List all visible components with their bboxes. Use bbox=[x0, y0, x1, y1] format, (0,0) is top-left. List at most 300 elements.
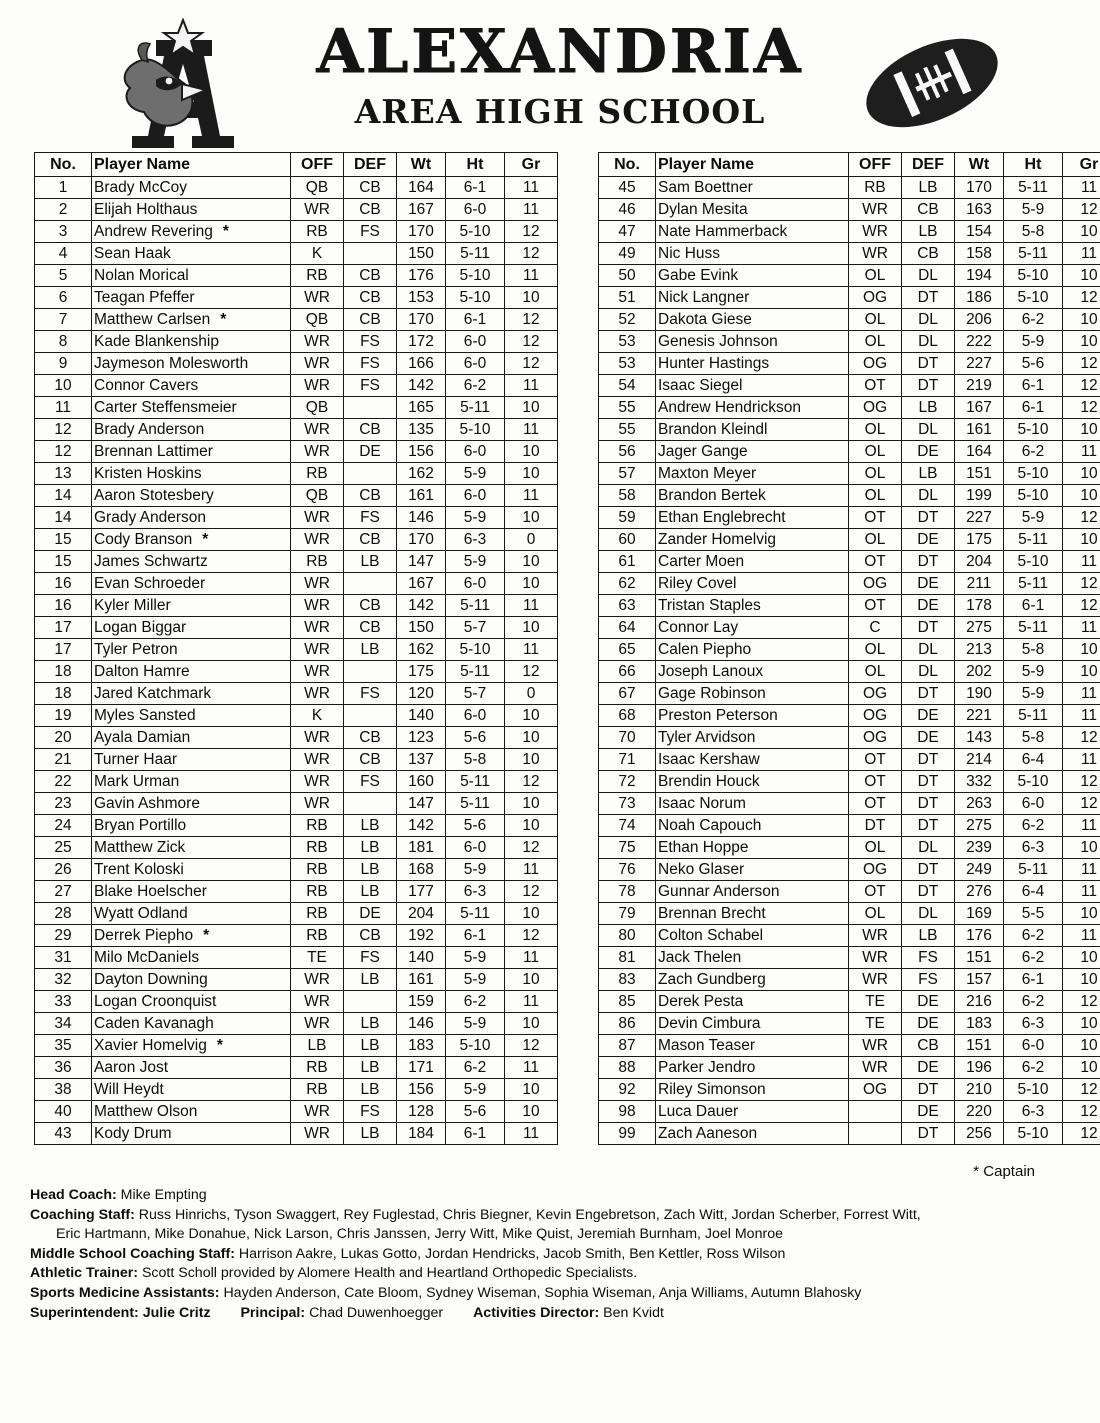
cell-offense: OL bbox=[849, 903, 902, 925]
cell-weight: 221 bbox=[955, 705, 1004, 727]
cell-weight: 256 bbox=[955, 1123, 1004, 1145]
cell-defense: LB bbox=[344, 815, 397, 837]
table-row bbox=[599, 573, 1100, 595]
cell-weight: 167 bbox=[397, 199, 446, 221]
cell-offense: OT bbox=[849, 507, 902, 529]
cell-offense: WR bbox=[849, 1035, 902, 1057]
table-row bbox=[35, 815, 558, 837]
cell-offense: WR bbox=[291, 1123, 344, 1145]
cell-number: 85 bbox=[599, 991, 656, 1013]
cell-height: 6-3 bbox=[446, 529, 505, 551]
cell-number: 33 bbox=[35, 991, 92, 1013]
cell-weight: 151 bbox=[955, 947, 1004, 969]
superintendent-value: Julie Critz bbox=[142, 1304, 211, 1321]
cell-offense: RB bbox=[291, 925, 344, 947]
cell-defense: LB bbox=[902, 177, 955, 199]
roster-table-left bbox=[34, 152, 558, 1145]
table-row bbox=[35, 859, 558, 881]
cell-offense: OT bbox=[849, 881, 902, 903]
table-row bbox=[599, 485, 1100, 507]
cell-number: 19 bbox=[35, 705, 92, 727]
table-row bbox=[35, 309, 558, 331]
table-row bbox=[35, 749, 558, 771]
cell-height: 5-9 bbox=[446, 1013, 505, 1035]
cell-player-name: Will Heydt bbox=[92, 1079, 291, 1101]
cell-offense: WR bbox=[291, 375, 344, 397]
table-row bbox=[599, 617, 1100, 639]
table-row bbox=[35, 221, 558, 243]
cell-player-name: Gunnar Anderson bbox=[656, 881, 849, 903]
table-row bbox=[599, 221, 1100, 243]
cell-height: 6-0 bbox=[1004, 793, 1063, 815]
cell-weight: 146 bbox=[397, 507, 446, 529]
cell-number: 23 bbox=[35, 793, 92, 815]
cell-height: 6-4 bbox=[1004, 881, 1063, 903]
captain-star-icon: * bbox=[202, 531, 209, 548]
cell-number: 47 bbox=[599, 221, 656, 243]
cell-defense: DL bbox=[902, 265, 955, 287]
column-header-no: No. bbox=[35, 153, 92, 177]
cell-number: 17 bbox=[35, 617, 92, 639]
cell-height: 6-2 bbox=[1004, 815, 1063, 837]
cell-grade: 10 bbox=[505, 287, 558, 309]
cell-grade: 10 bbox=[1063, 221, 1100, 243]
table-row bbox=[35, 837, 558, 859]
cell-grade: 10 bbox=[505, 1101, 558, 1123]
table-row bbox=[35, 419, 558, 441]
cell-grade: 10 bbox=[505, 793, 558, 815]
cell-height: 6-3 bbox=[1004, 1013, 1063, 1035]
cell-grade: 12 bbox=[1063, 353, 1100, 375]
cell-defense: CB bbox=[344, 419, 397, 441]
column-header-gr: Gr bbox=[1063, 153, 1100, 177]
cell-offense: RB bbox=[291, 903, 344, 925]
cell-defense: DT bbox=[902, 551, 955, 573]
cell-weight: 211 bbox=[955, 573, 1004, 595]
cell-defense: CB bbox=[344, 595, 397, 617]
cell-player-name: Brendin Houck bbox=[656, 771, 849, 793]
cell-defense: DE bbox=[902, 1057, 955, 1079]
cell-offense: WR bbox=[849, 199, 902, 221]
table-row bbox=[599, 595, 1100, 617]
cell-offense: WR bbox=[291, 617, 344, 639]
cell-grade: 10 bbox=[505, 903, 558, 925]
cell-player-name: Matthew Olson bbox=[92, 1101, 291, 1123]
cell-offense: TE bbox=[291, 947, 344, 969]
cell-player-name: Teagan Pfeffer bbox=[92, 287, 291, 309]
cell-player-name: Nolan Morical bbox=[92, 265, 291, 287]
cell-offense: WR bbox=[291, 1101, 344, 1123]
cell-number: 36 bbox=[35, 1057, 92, 1079]
cell-number: 35 bbox=[35, 1035, 92, 1057]
cell-grade: 10 bbox=[1063, 639, 1100, 661]
cell-height: 6-2 bbox=[1004, 991, 1063, 1013]
cell-grade: 12 bbox=[505, 353, 558, 375]
cell-defense: DL bbox=[902, 309, 955, 331]
cell-height: 5-11 bbox=[1004, 859, 1063, 881]
cell-weight: 204 bbox=[397, 903, 446, 925]
cell-grade: 12 bbox=[505, 331, 558, 353]
cell-number: 76 bbox=[599, 859, 656, 881]
cell-weight: 170 bbox=[397, 529, 446, 551]
cell-defense: LB bbox=[344, 1057, 397, 1079]
table-row bbox=[35, 947, 558, 969]
cell-defense: FS bbox=[902, 969, 955, 991]
cell-defense: DT bbox=[902, 287, 955, 309]
cell-player-name: Connor Lay bbox=[656, 617, 849, 639]
table-row bbox=[599, 771, 1100, 793]
table-row bbox=[35, 969, 558, 991]
cell-defense: DT bbox=[902, 881, 955, 903]
cell-offense: OL bbox=[849, 441, 902, 463]
captain-legend: * Captain bbox=[973, 1163, 1035, 1180]
cell-player-name: Aaron Stotesbery bbox=[92, 485, 291, 507]
cell-number: 60 bbox=[599, 529, 656, 551]
table-row bbox=[35, 683, 558, 705]
cell-height: 5-11 bbox=[446, 595, 505, 617]
cell-number: 24 bbox=[35, 815, 92, 837]
table-row bbox=[599, 1057, 1100, 1079]
cell-weight: 332 bbox=[955, 771, 1004, 793]
cell-number: 53 bbox=[599, 331, 656, 353]
cell-offense: WR bbox=[291, 749, 344, 771]
cell-number: 12 bbox=[35, 441, 92, 463]
cell-height: 5-11 bbox=[446, 771, 505, 793]
cell-defense: DE bbox=[902, 441, 955, 463]
cell-weight: 239 bbox=[955, 837, 1004, 859]
cell-weight: 170 bbox=[397, 309, 446, 331]
column-header-name: Player Name bbox=[656, 153, 849, 177]
cell-defense: DT bbox=[902, 617, 955, 639]
cell-grade: 11 bbox=[505, 199, 558, 221]
cell-height: 5-9 bbox=[446, 947, 505, 969]
cell-offense: WR bbox=[291, 969, 344, 991]
cell-defense: DE bbox=[902, 1101, 955, 1123]
cell-player-name: Aaron Jost bbox=[92, 1057, 291, 1079]
cell-offense bbox=[849, 1101, 902, 1123]
cell-weight: 222 bbox=[955, 331, 1004, 353]
cell-weight: 227 bbox=[955, 353, 1004, 375]
cell-grade: 10 bbox=[1063, 331, 1100, 353]
cell-number: 74 bbox=[599, 815, 656, 837]
cell-height: 5-6 bbox=[446, 1101, 505, 1123]
table-row bbox=[35, 1123, 558, 1145]
cell-number: 21 bbox=[35, 749, 92, 771]
coaching-staff-line bbox=[30, 1206, 1070, 1226]
cell-offense: WR bbox=[291, 199, 344, 221]
cell-grade: 10 bbox=[1063, 463, 1100, 485]
cell-defense: CB bbox=[902, 243, 955, 265]
cell-defense: CB bbox=[344, 485, 397, 507]
cell-player-name: Neko Glaser bbox=[656, 859, 849, 881]
cell-player-name: Maxton Meyer bbox=[656, 463, 849, 485]
cell-offense: TE bbox=[849, 991, 902, 1013]
cell-height: 5-11 bbox=[446, 793, 505, 815]
cell-height: 5-11 bbox=[1004, 243, 1063, 265]
cell-grade: 11 bbox=[505, 991, 558, 1013]
cell-grade: 11 bbox=[1063, 705, 1100, 727]
column-header-off: OFF bbox=[849, 153, 902, 177]
table-row bbox=[599, 749, 1100, 771]
cell-player-name: Caden Kavanagh bbox=[92, 1013, 291, 1035]
cell-number: 34 bbox=[35, 1013, 92, 1035]
cell-defense: CB bbox=[344, 199, 397, 221]
cell-defense: DT bbox=[902, 859, 955, 881]
table-row bbox=[35, 1079, 558, 1101]
cell-defense bbox=[344, 463, 397, 485]
cell-defense: DL bbox=[902, 419, 955, 441]
cell-player-name: Nate Hammerback bbox=[656, 221, 849, 243]
cell-player-name: Logan Biggar bbox=[92, 617, 291, 639]
cell-weight: 190 bbox=[955, 683, 1004, 705]
cell-defense: DE bbox=[902, 573, 955, 595]
roster-body-left bbox=[35, 177, 558, 1145]
cell-grade: 12 bbox=[505, 243, 558, 265]
cell-grade: 12 bbox=[1063, 573, 1100, 595]
column-header-ht: Ht bbox=[1004, 153, 1063, 177]
title-block bbox=[300, 17, 820, 131]
table-row bbox=[35, 1035, 558, 1057]
cell-height: 5-10 bbox=[1004, 771, 1063, 793]
cell-grade: 10 bbox=[505, 727, 558, 749]
table-row bbox=[599, 397, 1100, 419]
cell-weight: 214 bbox=[955, 749, 1004, 771]
cell-player-name: Derrek Piepho * bbox=[92, 925, 291, 947]
cell-defense: LB bbox=[902, 463, 955, 485]
cell-player-name: Brady Anderson bbox=[92, 419, 291, 441]
cell-grade: 11 bbox=[1063, 243, 1100, 265]
cell-player-name: Matthew Zick bbox=[92, 837, 291, 859]
cell-height: 6-4 bbox=[1004, 749, 1063, 771]
roster-body-right bbox=[599, 177, 1100, 1145]
table-header-row bbox=[599, 153, 1100, 177]
cell-weight: 162 bbox=[397, 463, 446, 485]
cell-offense: WR bbox=[849, 221, 902, 243]
cell-number: 68 bbox=[599, 705, 656, 727]
cell-player-name: Connor Cavers bbox=[92, 375, 291, 397]
cell-height: 6-0 bbox=[446, 353, 505, 375]
cell-height: 5-8 bbox=[446, 749, 505, 771]
table-row bbox=[599, 375, 1100, 397]
cell-grade: 11 bbox=[1063, 683, 1100, 705]
cell-grade: 10 bbox=[1063, 661, 1100, 683]
table-row bbox=[35, 551, 558, 573]
cell-defense: LB bbox=[344, 969, 397, 991]
cell-defense: DE bbox=[902, 595, 955, 617]
cell-offense: OT bbox=[849, 375, 902, 397]
table-row bbox=[35, 265, 558, 287]
cell-height: 5-10 bbox=[446, 287, 505, 309]
table-row bbox=[599, 265, 1100, 287]
cell-offense: WR bbox=[291, 771, 344, 793]
cell-weight: 153 bbox=[397, 287, 446, 309]
cell-grade: 11 bbox=[1063, 749, 1100, 771]
cell-number: 6 bbox=[35, 287, 92, 309]
cell-defense bbox=[344, 243, 397, 265]
table-row bbox=[35, 507, 558, 529]
cell-player-name: Tyler Petron bbox=[92, 639, 291, 661]
cell-number: 98 bbox=[599, 1101, 656, 1123]
cell-number: 64 bbox=[599, 617, 656, 639]
cell-weight: 219 bbox=[955, 375, 1004, 397]
cell-weight: 120 bbox=[397, 683, 446, 705]
cell-weight: 172 bbox=[397, 331, 446, 353]
cell-grade: 12 bbox=[505, 221, 558, 243]
cell-offense: WR bbox=[291, 595, 344, 617]
cell-number: 25 bbox=[35, 837, 92, 859]
coaching-staff-line-2 bbox=[30, 1225, 1070, 1245]
captain-star-icon: * bbox=[203, 927, 210, 944]
cell-height: 5-9 bbox=[446, 507, 505, 529]
cell-offense: QB bbox=[291, 485, 344, 507]
cell-player-name: Riley Simonson bbox=[656, 1079, 849, 1101]
table-row bbox=[599, 661, 1100, 683]
cell-offense: WR bbox=[291, 573, 344, 595]
cell-grade: 11 bbox=[1063, 177, 1100, 199]
cell-defense: CB bbox=[344, 727, 397, 749]
cell-number: 4 bbox=[35, 243, 92, 265]
table-row bbox=[599, 507, 1100, 529]
table-row bbox=[599, 1101, 1100, 1123]
cell-player-name: Luca Dauer bbox=[656, 1101, 849, 1123]
cell-defense: LB bbox=[344, 639, 397, 661]
cell-number: 22 bbox=[35, 771, 92, 793]
cell-weight: 151 bbox=[955, 1035, 1004, 1057]
cell-weight: 161 bbox=[397, 485, 446, 507]
cell-player-name: Noah Capouch bbox=[656, 815, 849, 837]
cell-offense: WR bbox=[291, 1013, 344, 1035]
cell-player-name: Carter Steffensmeier bbox=[92, 397, 291, 419]
cell-height: 5-10 bbox=[446, 1035, 505, 1057]
cell-player-name: Brennan Lattimer bbox=[92, 441, 291, 463]
cell-grade: 11 bbox=[505, 1057, 558, 1079]
cell-grade: 12 bbox=[1063, 771, 1100, 793]
cell-defense: DT bbox=[902, 507, 955, 529]
coaching-staff-value: Russ Hinrichs, Tyson Swaggert, Rey Fuglestad, Chris Biegner, Kevin Engebretson, Zach Witt, Jordan Scherber, Forrest Witt, bbox=[138, 1206, 921, 1223]
cell-height: 5-7 bbox=[446, 683, 505, 705]
cell-height: 6-1 bbox=[446, 1123, 505, 1145]
cell-number: 55 bbox=[599, 397, 656, 419]
cell-grade: 12 bbox=[505, 1035, 558, 1057]
cell-offense: QB bbox=[291, 309, 344, 331]
cell-grade: 11 bbox=[505, 859, 558, 881]
cell-defense: FS bbox=[344, 507, 397, 529]
cell-height: 5-9 bbox=[1004, 683, 1063, 705]
cell-height: 5-11 bbox=[1004, 529, 1063, 551]
cell-defense: FS bbox=[344, 771, 397, 793]
cell-height: 6-2 bbox=[1004, 1057, 1063, 1079]
cell-defense: DT bbox=[902, 1123, 955, 1145]
cell-player-name: Brandon Bertek bbox=[656, 485, 849, 507]
cell-offense: OL bbox=[849, 309, 902, 331]
middle-school-staff-label: Middle School Coaching Staff: bbox=[30, 1245, 235, 1262]
cell-height: 6-1 bbox=[446, 309, 505, 331]
cell-weight: 147 bbox=[397, 551, 446, 573]
cell-defense: DE bbox=[902, 727, 955, 749]
cell-height: 5-10 bbox=[1004, 551, 1063, 573]
cell-number: 2 bbox=[35, 199, 92, 221]
table-row bbox=[599, 837, 1100, 859]
cell-defense: LB bbox=[344, 551, 397, 573]
table-row bbox=[599, 1035, 1100, 1057]
table-row bbox=[599, 199, 1100, 221]
cell-number: 75 bbox=[599, 837, 656, 859]
cell-grade: 10 bbox=[1063, 309, 1100, 331]
cell-player-name: Mark Urman bbox=[92, 771, 291, 793]
cell-number: 45 bbox=[599, 177, 656, 199]
cell-offense: OL bbox=[849, 529, 902, 551]
cell-number: 53 bbox=[599, 353, 656, 375]
cell-weight: 135 bbox=[397, 419, 446, 441]
cell-player-name: Nic Huss bbox=[656, 243, 849, 265]
cell-number: 50 bbox=[599, 265, 656, 287]
cell-weight: 275 bbox=[955, 617, 1004, 639]
table-row bbox=[35, 1057, 558, 1079]
cell-offense: RB bbox=[291, 221, 344, 243]
table-row bbox=[35, 199, 558, 221]
cell-offense: RB bbox=[291, 551, 344, 573]
table-row bbox=[35, 639, 558, 661]
captain-star-icon: * bbox=[222, 223, 229, 240]
cell-player-name: Ethan Englebrecht bbox=[656, 507, 849, 529]
cell-grade: 12 bbox=[1063, 375, 1100, 397]
cell-weight: 184 bbox=[397, 1123, 446, 1145]
cell-weight: 170 bbox=[397, 221, 446, 243]
cell-weight: 202 bbox=[955, 661, 1004, 683]
cell-defense: FS bbox=[902, 947, 955, 969]
cell-grade: 11 bbox=[505, 265, 558, 287]
cell-number: 11 bbox=[35, 397, 92, 419]
cell-offense: OG bbox=[849, 353, 902, 375]
cell-defense: CB bbox=[902, 199, 955, 221]
sports-medicine-line bbox=[30, 1284, 1070, 1304]
cell-weight: 176 bbox=[955, 925, 1004, 947]
cell-offense: OG bbox=[849, 859, 902, 881]
cell-grade: 12 bbox=[1063, 1079, 1100, 1101]
cell-grade: 12 bbox=[1063, 397, 1100, 419]
cell-offense: OG bbox=[849, 727, 902, 749]
cell-offense: WR bbox=[291, 287, 344, 309]
table-row bbox=[35, 925, 558, 947]
cell-defense: CB bbox=[344, 287, 397, 309]
cell-number: 28 bbox=[35, 903, 92, 925]
cell-defense: CB bbox=[344, 925, 397, 947]
cell-defense: FS bbox=[344, 353, 397, 375]
table-row bbox=[599, 419, 1100, 441]
cell-grade: 10 bbox=[1063, 1035, 1100, 1057]
administration-line bbox=[30, 1304, 1070, 1324]
table-row bbox=[599, 991, 1100, 1013]
cell-number: 13 bbox=[35, 463, 92, 485]
cell-weight: 156 bbox=[397, 441, 446, 463]
cell-offense: RB bbox=[291, 1057, 344, 1079]
page-header bbox=[0, 0, 1100, 150]
cell-player-name: Jaymeson Molesworth bbox=[92, 353, 291, 375]
table-row bbox=[599, 705, 1100, 727]
table-row bbox=[599, 529, 1100, 551]
cell-height: 5-11 bbox=[446, 397, 505, 419]
cell-player-name: Jager Gange bbox=[656, 441, 849, 463]
cell-height: 5-6 bbox=[446, 727, 505, 749]
cell-number: 43 bbox=[35, 1123, 92, 1145]
cell-weight: 167 bbox=[955, 397, 1004, 419]
cell-height: 5-9 bbox=[446, 1079, 505, 1101]
column-header-def: DEF bbox=[344, 153, 397, 177]
cell-grade: 11 bbox=[505, 595, 558, 617]
cell-grade: 11 bbox=[1063, 925, 1100, 947]
table-row bbox=[599, 969, 1100, 991]
cell-player-name: Gage Robinson bbox=[656, 683, 849, 705]
